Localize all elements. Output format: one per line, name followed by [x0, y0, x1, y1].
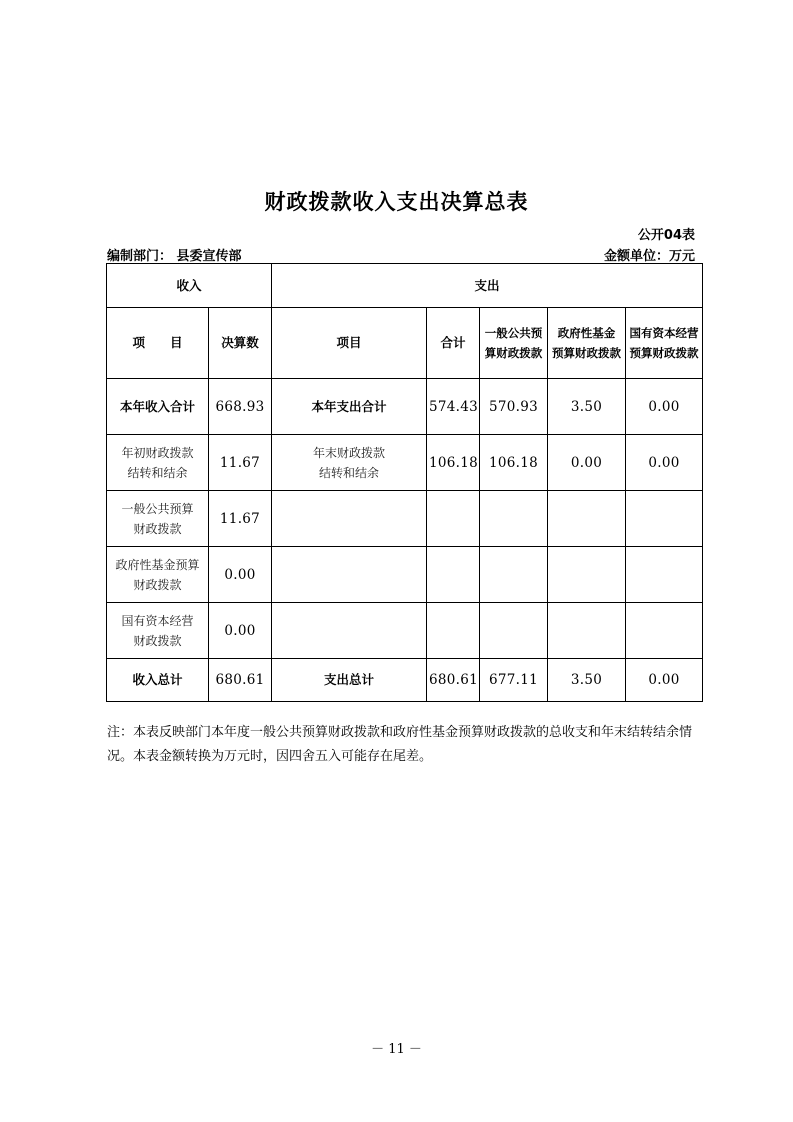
gov-fund-value: 0.00 [548, 435, 626, 491]
gov-fund-value: 3.50 [548, 659, 626, 702]
expense-item-header: 项目 [272, 308, 427, 379]
expense-label: 年末财政拨款 结转和结余 [272, 435, 427, 491]
income-label: 一般公共预算 财政拨款 [107, 491, 209, 547]
empty-cell [272, 491, 427, 547]
income-label: 国有资本经营 财政拨款 [107, 603, 209, 659]
income-value: 11.67 [209, 435, 272, 491]
general-value: 570.93 [480, 379, 548, 435]
empty-cell [626, 603, 703, 659]
income-value: 0.00 [209, 547, 272, 603]
income-value: 668.93 [209, 379, 272, 435]
gov-fund-value: 3.50 [548, 379, 626, 435]
income-label: 本年收入合计 [107, 379, 209, 435]
unit-label: 金额单位：万元 [603, 249, 695, 264]
income-label: 收入总计 [107, 659, 209, 702]
expense-label: 支出总计 [272, 659, 427, 702]
empty-cell [480, 491, 548, 547]
header-row-columns [107, 308, 703, 379]
total-header: 合计 [427, 308, 480, 379]
department-label: 编制部门： 县委宣传部 [107, 249, 242, 264]
income-item-header: 项 目 [107, 308, 209, 379]
empty-cell [480, 603, 548, 659]
empty-cell [548, 603, 626, 659]
income-value: 680.61 [209, 659, 272, 702]
empty-cell [548, 547, 626, 603]
state-capital-value: 0.00 [626, 659, 703, 702]
table-row [107, 659, 703, 702]
state-capital-value: 0.00 [626, 379, 703, 435]
state-capital-value: 0.00 [626, 435, 703, 491]
header-row-group [107, 264, 703, 308]
empty-cell [626, 491, 703, 547]
table-row [107, 547, 703, 603]
page-number: － 11 － [371, 1042, 422, 1057]
income-header: 收入 [107, 264, 272, 308]
empty-cell [626, 547, 703, 603]
income-label: 政府性基金预算 财政拨款 [107, 547, 209, 603]
general-value: 106.18 [480, 435, 548, 491]
form-number: 公开04表 [637, 228, 695, 243]
empty-cell [427, 547, 480, 603]
total-value: 680.61 [427, 659, 480, 702]
expense-label: 本年支出合计 [272, 379, 427, 435]
total-value: 574.43 [427, 379, 480, 435]
empty-cell [272, 547, 427, 603]
table-row [107, 379, 703, 435]
document-title: 财政拨款收入支出决算总表 [264, 190, 529, 214]
general-value: 677.11 [480, 659, 548, 702]
table-note: 注：本表反映部门本年度一般公共预算财政拨款和政府性基金预算财政拨款的总收支和年末结转结余情况。本表金额转换为万元时，因四舍五入可能存在尾差。 [107, 725, 693, 764]
state-capital-header: 国有资本经营 预算财政拨款 [626, 308, 703, 379]
expense-header: 支出 [272, 264, 703, 308]
gov-fund-header: 政府性基金 预算财政拨款 [548, 308, 626, 379]
empty-cell [548, 491, 626, 547]
empty-cell [480, 547, 548, 603]
empty-cell [427, 603, 480, 659]
budget-table [106, 263, 703, 702]
empty-cell [427, 491, 480, 547]
income-value: 11.67 [209, 491, 272, 547]
table-row [107, 603, 703, 659]
income-label: 年初财政拨款 结转和结余 [107, 435, 209, 491]
income-value: 0.00 [209, 603, 272, 659]
table-row [107, 491, 703, 547]
amount-header: 决算数 [209, 308, 272, 379]
table-row [107, 435, 703, 491]
total-value: 106.18 [427, 435, 480, 491]
general-budget-header: 一般公共预 算财政拨款 [480, 308, 548, 379]
empty-cell [272, 603, 427, 659]
